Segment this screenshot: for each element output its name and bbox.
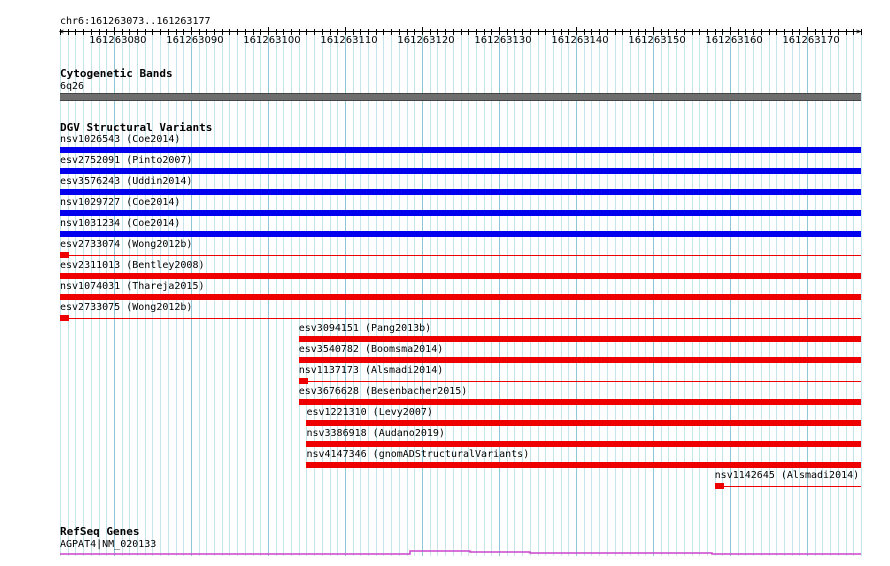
dgv-feature-label: esv3094151 (Pang2013b) bbox=[298, 323, 432, 334]
dgv-feature-label: esv1221310 (Levy2007) bbox=[306, 407, 433, 418]
dgv-feature-bar[interactable] bbox=[299, 399, 861, 405]
dgv-feature-label: esv3540782 (Boomsma2014) bbox=[298, 344, 444, 355]
dgv-feature-bar[interactable] bbox=[299, 378, 308, 384]
dgv-feature-bar[interactable] bbox=[299, 336, 861, 342]
location-label: chr6:161263073..161263177 bbox=[60, 16, 211, 27]
dgv-feature-label: esv3676628 (Besenbacher2015) bbox=[298, 386, 468, 397]
dgv-feature-label: nsv1026543 (Coe2014) bbox=[60, 134, 181, 145]
dgv-feature-label: nsv1142645 (Alsmadi2014) bbox=[714, 470, 860, 481]
dgv-feature-baseline bbox=[60, 255, 861, 256]
ruler-tick-label: 161263150 bbox=[628, 35, 686, 46]
dgv-feature-bar[interactable] bbox=[60, 147, 861, 153]
dgv-feature-label: esv2733075 (Wong2012b) bbox=[60, 302, 193, 313]
refseq-gene-label: AGPAT4|NM_020133 bbox=[60, 539, 157, 550]
right-arrow-icon: > bbox=[856, 27, 861, 36]
ruler-tick-label: 161263140 bbox=[551, 35, 609, 46]
dgv-feature-label: nsv1029727 (Coe2014) bbox=[60, 197, 181, 208]
dgv-feature-label: nsv3386918 (Audano2019) bbox=[306, 428, 445, 439]
dgv-feature-label: nsv1031234 (Coe2014) bbox=[60, 218, 181, 229]
dgv-feature-label: esv3576243 (Uddin2014) bbox=[60, 176, 193, 187]
dgv-feature-label: nsv4147346 (gnomADStructuralVariants) bbox=[306, 449, 530, 460]
dgv-feature-bar[interactable] bbox=[60, 168, 861, 174]
dgv-feature-bar[interactable] bbox=[715, 483, 724, 489]
cytoband-label: 6q26 bbox=[60, 81, 85, 92]
dgv-feature-bar[interactable] bbox=[299, 357, 861, 363]
dgv-feature-bar[interactable] bbox=[60, 273, 861, 279]
dgv-feature-baseline bbox=[299, 381, 861, 382]
dgv-feature-bar[interactable] bbox=[306, 462, 861, 468]
ruler-tick-label: 161263100 bbox=[243, 35, 301, 46]
dgv-feature-label: esv2733074 (Wong2012b) bbox=[60, 239, 193, 250]
ruler-tick-label: 161263120 bbox=[397, 35, 455, 46]
left-arrow-icon: < bbox=[59, 27, 64, 36]
ruler-tick-label: 161263080 bbox=[89, 35, 147, 46]
ruler-tick-label: 161263160 bbox=[705, 35, 763, 46]
ruler-tick-label: 161263170 bbox=[782, 35, 840, 46]
refseq-track-title: RefSeq Genes bbox=[60, 525, 140, 538]
dgv-feature-bar[interactable] bbox=[60, 210, 861, 216]
ruler-axis bbox=[60, 31, 861, 32]
dgv-feature-bar[interactable] bbox=[306, 441, 861, 447]
dgv-feature-bar[interactable] bbox=[60, 315, 69, 321]
dgv-feature-bar[interactable] bbox=[60, 231, 861, 237]
dgv-feature-bar[interactable] bbox=[60, 252, 69, 258]
dgv-feature-bar[interactable] bbox=[306, 420, 861, 426]
ruler-tick-label: 161263110 bbox=[320, 35, 378, 46]
ruler-tick-label: 161263130 bbox=[474, 35, 532, 46]
dgv-feature-label: esv2311013 (Bentley2008) bbox=[60, 260, 205, 271]
ruler-tick-label: 161263090 bbox=[166, 35, 224, 46]
dgv-feature-label: esv2752091 (Pinto2007) bbox=[60, 155, 193, 166]
dgv-feature-baseline bbox=[60, 318, 861, 319]
dgv-feature-label: nsv1074031 (Thareja2015) bbox=[60, 281, 205, 292]
dgv-feature-label: nsv1137173 (Alsmadi2014) bbox=[298, 365, 444, 376]
dgv-feature-baseline bbox=[715, 486, 861, 487]
cytoband-bar[interactable] bbox=[60, 93, 861, 101]
cytoband-track-title: Cytogenetic Bands bbox=[60, 67, 173, 80]
dgv-track-title: DGV Structural Variants bbox=[60, 121, 213, 134]
dgv-feature-bar[interactable] bbox=[60, 189, 861, 195]
dgv-feature-bar[interactable] bbox=[60, 294, 861, 300]
